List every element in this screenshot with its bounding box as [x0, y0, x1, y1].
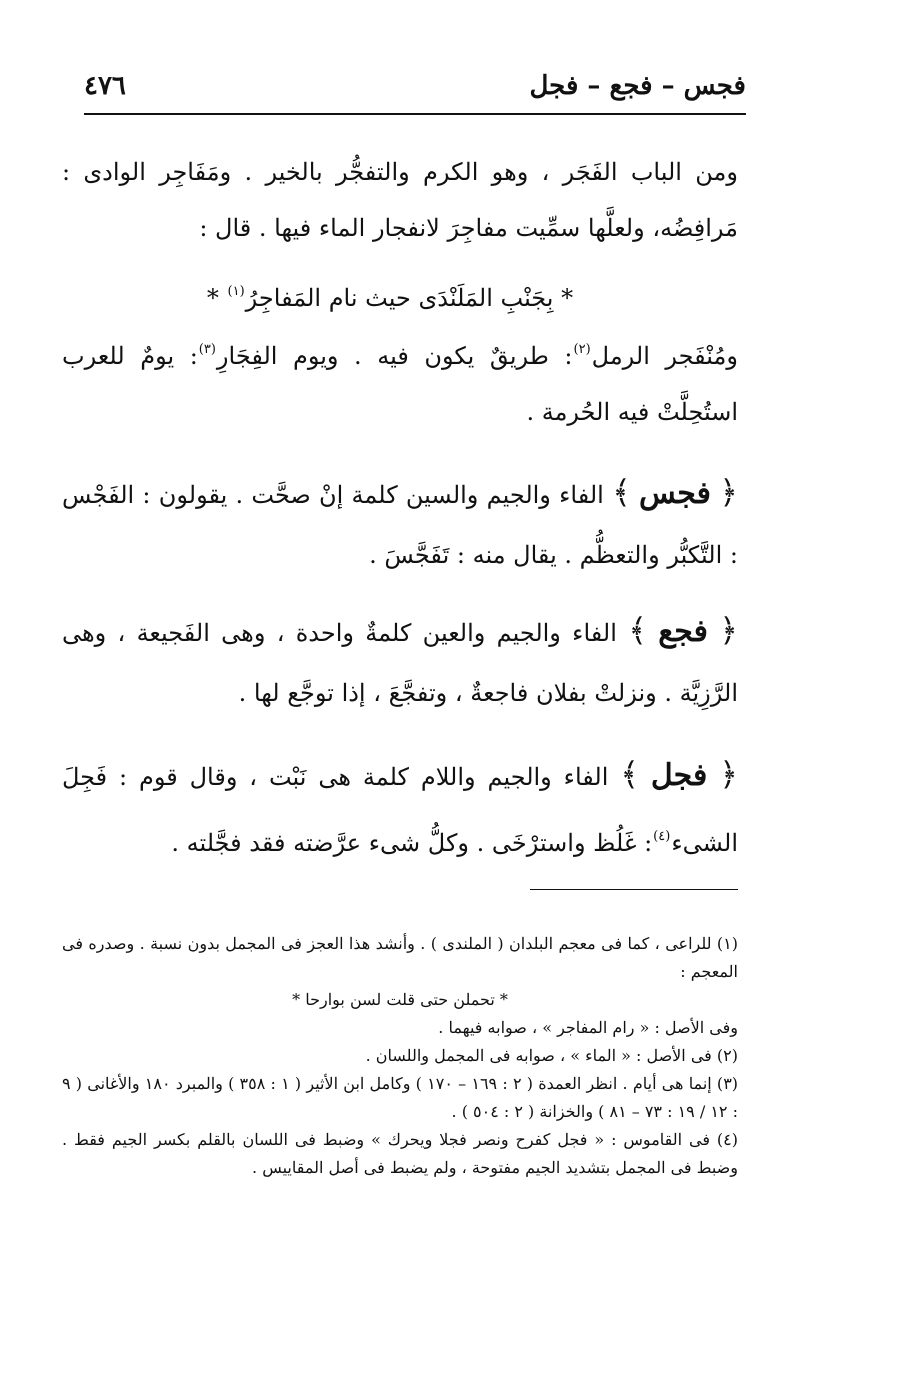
running-title: فجس – فجع – فجل [529, 71, 746, 101]
entry-text-a: الفاء والجيم واللام كلمة هى نَبْت ، وقال قوم : فَجِلَ الشىء [62, 763, 738, 857]
paragraph-munfajar [62, 322, 738, 440]
headword-open-bracket: ﴿ [719, 611, 738, 649]
footnote-4: (٤) فى القاموس : « فجل كفرح ونصر فجلا ويحرك » وضبط فى اللسان بالقلم بكسر الجيم فقط . وضبط فى المجمل بتشديد الجيم مفتوحة ، ولم يضبط فى أصل المقاييس . [62, 1130, 738, 1177]
para2-part-b: : طريقٌ يكون فيه . ويوم الفِجَارِ [216, 342, 573, 370]
footnote-ref-4: (٤) [653, 829, 671, 844]
footnote-separator [530, 889, 738, 890]
entry-text-b: : غَلُظ واسترْخَى . وكلُّ شىء عرَّضته فقد فجَّلته . [171, 829, 653, 857]
headword-close-bracket: ﴾ [612, 473, 631, 511]
footnote-3: (٣) إنما هى أيام . انظر العمدة ( ٢ : ١٦٩ – ١٧٠ ) وكامل ابن الأثير ( ١ : ٣٥٨ ) والمبرد ١٨٠ والأغانى ( ٩ : ١٢ / ١٩ : ٧٣ – ٨١ ) والخزانة ( ٢ : ٥٠٤ ) . [62, 1074, 739, 1121]
verse-end-star: * [206, 284, 219, 312]
headword-close-bracket: ﴾ [628, 611, 647, 649]
headword: فجس [639, 476, 711, 511]
paragraph-fajr: ومن الباب الفَجَر ، وهو الكرم والتفجُّر بالخير . ومَفَاجِر الوادى : مَرافِضُه، ولعلَّها سمِّيت مفاجِرَ لانفجار الماء فيها . قال : [62, 158, 738, 242]
verse-text: * بِجَنْبِ المَلَنْدَى حيث نام المَفاجِرُ [245, 284, 574, 312]
headword: فجع [658, 614, 708, 649]
headword-close-bracket: ﴾ [620, 755, 640, 793]
entry-text: الفاء والجيم والسين كلمة إنْ صحَّت . يقولون : الفَجْس : التَّكبُّر والتعظُّم . يقال منه : تَفَجَّسَ . [62, 481, 738, 569]
footnote-1: (١) للراعى ، كما فى معجم البلدان ( الملندى ) . وأنشد هذا العجز فى المجمل بدون نسبة . وصدره فى المعجم : [62, 934, 739, 981]
entry-faja [62, 600, 738, 723]
footnote-2: (٢) فى الأصل : « الماء » ، صوابه فى المجمل واللسان . [365, 1046, 738, 1065]
entry-fajas [62, 462, 738, 585]
para2-part-a: ومُنْفَجر الرمل [591, 342, 738, 370]
footnote-ref-1: (١) [227, 284, 245, 299]
footnote-ref-2: (٢) [573, 342, 591, 357]
footnote-1-verse: * تحملن حتى قلت لسن بوارحا * [292, 990, 508, 1009]
page-number: ٤٧٦ [84, 71, 126, 101]
para2-part-c: : يومٌ للعرب استُحِلَّتْ فيه الحُرمة . [62, 342, 738, 426]
verse-line [180, 264, 600, 326]
headword-open-bracket: ﴿ [719, 473, 738, 511]
headword-open-bracket: ﴿ [719, 755, 738, 793]
page-header [84, 66, 746, 106]
entry-text: الفاء والجيم والعين كلمةٌ واحدة ، وهى الفَجيعة ، وهى الرَّزِيَّة . ونزلتْ بفلان فاجعةٌ ، وتفجَّعَ ، إذا توجَّع لها . [62, 619, 738, 707]
footnotes [62, 930, 738, 1182]
headword: فجل [650, 758, 708, 793]
footnote-ref-3: (٣) [198, 342, 216, 357]
entry-fajal [62, 744, 738, 873]
footnote-1-note: وفى الأصل : « رام المفاجر » ، صوابه فيهما . [438, 1018, 738, 1037]
header-rule [84, 113, 746, 115]
